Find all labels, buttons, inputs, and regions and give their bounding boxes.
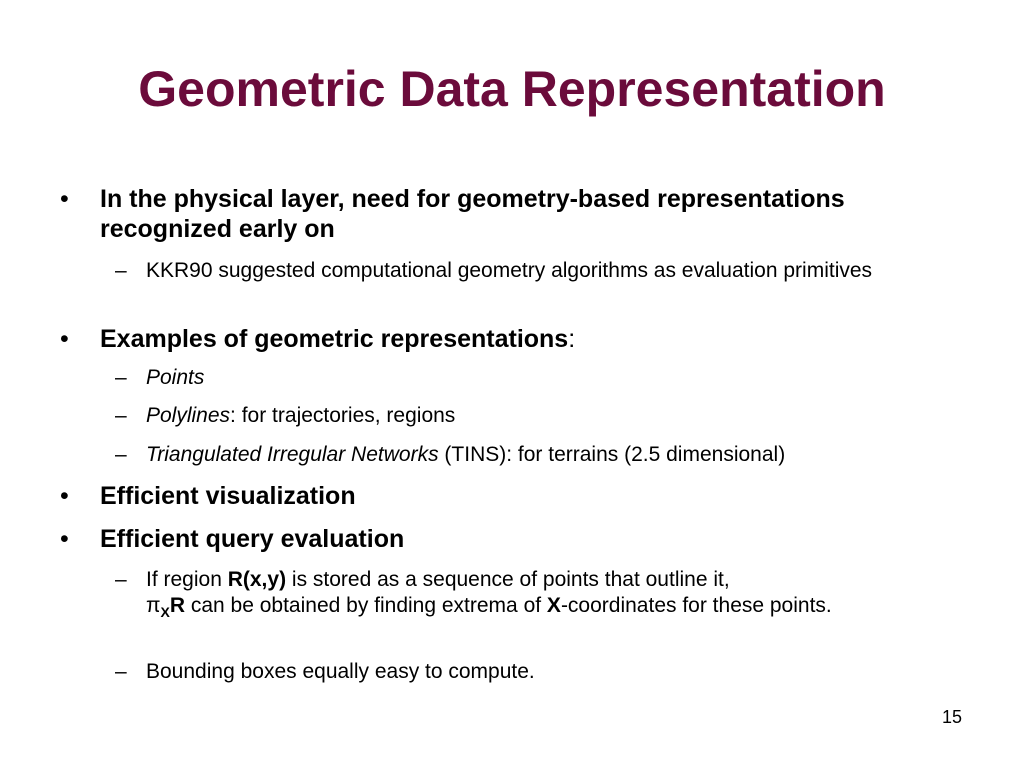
bullet-dot: • xyxy=(60,185,69,213)
region-expression: R(x,y) xyxy=(227,568,287,591)
pi-symbol: π xyxy=(146,594,161,617)
slide-title: Geometric Data Representation xyxy=(138,61,886,117)
bullet-1-sub-1 xyxy=(115,258,946,284)
coordinate-x: X xyxy=(546,594,561,617)
bullet-dot: • xyxy=(60,525,69,553)
bullet-1 xyxy=(60,184,980,244)
bullet-4-sub-1-part-2: is stored as a sequence of points that outline it, xyxy=(286,568,730,591)
bullet-2-suffix: : xyxy=(568,325,576,353)
relation-r: R xyxy=(169,594,186,617)
sub-dash: – xyxy=(115,259,127,282)
bullet-4-sub-1-part-3: can be obtained by finding extrema of xyxy=(185,594,547,617)
bullet-4-sub-1-part-1: If region xyxy=(146,568,228,591)
sub-dash: – xyxy=(115,443,127,466)
bullet-2-sub-2-italic: Polylines xyxy=(146,404,231,427)
bullet-1-text: In the physical layer, need for geometry-based representations recognized early on xyxy=(100,185,845,243)
sub-dash: – xyxy=(115,404,127,427)
page-number: 15 xyxy=(941,707,962,727)
bullet-2 xyxy=(60,324,980,354)
bullet-4-sub-2 xyxy=(115,659,946,685)
bullet-2-sub-1-italic: Points xyxy=(146,366,205,389)
sub-dash: – xyxy=(115,568,127,591)
bullet-2-sub-1 xyxy=(115,365,946,391)
bullet-4-sub-1 xyxy=(115,567,906,625)
pi-subscript: X xyxy=(160,604,170,620)
bullet-2-sub-3-italic: Triangulated Irregular Networks xyxy=(146,443,439,466)
bullet-dot: • xyxy=(60,482,69,510)
bullet-4 xyxy=(60,524,980,554)
sub-dash: – xyxy=(115,660,127,683)
bullet-2-text: Examples of geometric representations xyxy=(100,325,569,353)
bullet-4-sub-1-part-4: -coordinates for these points. xyxy=(560,594,832,617)
bullet-2-sub-2 xyxy=(115,403,946,429)
bullet-3-text: Efficient visualization xyxy=(100,482,356,510)
bullet-4-text: Efficient query evaluation xyxy=(100,525,405,553)
bullet-dot: • xyxy=(60,325,69,353)
bullet-2-sub-2-rest: : for trajectories, regions xyxy=(230,404,456,427)
bullet-4-sub-2-text: Bounding boxes equally easy to compute. xyxy=(146,660,535,683)
bullet-3 xyxy=(60,481,980,511)
bullet-1-sub-1-text: KKR90 suggested computational geometry algorithms as evaluation primitives xyxy=(146,259,873,282)
sub-dash: – xyxy=(115,366,127,389)
bullet-2-sub-3 xyxy=(115,442,966,468)
bullet-2-sub-3-rest: (TINS): for terrains (2.5 dimensional) xyxy=(438,443,786,466)
